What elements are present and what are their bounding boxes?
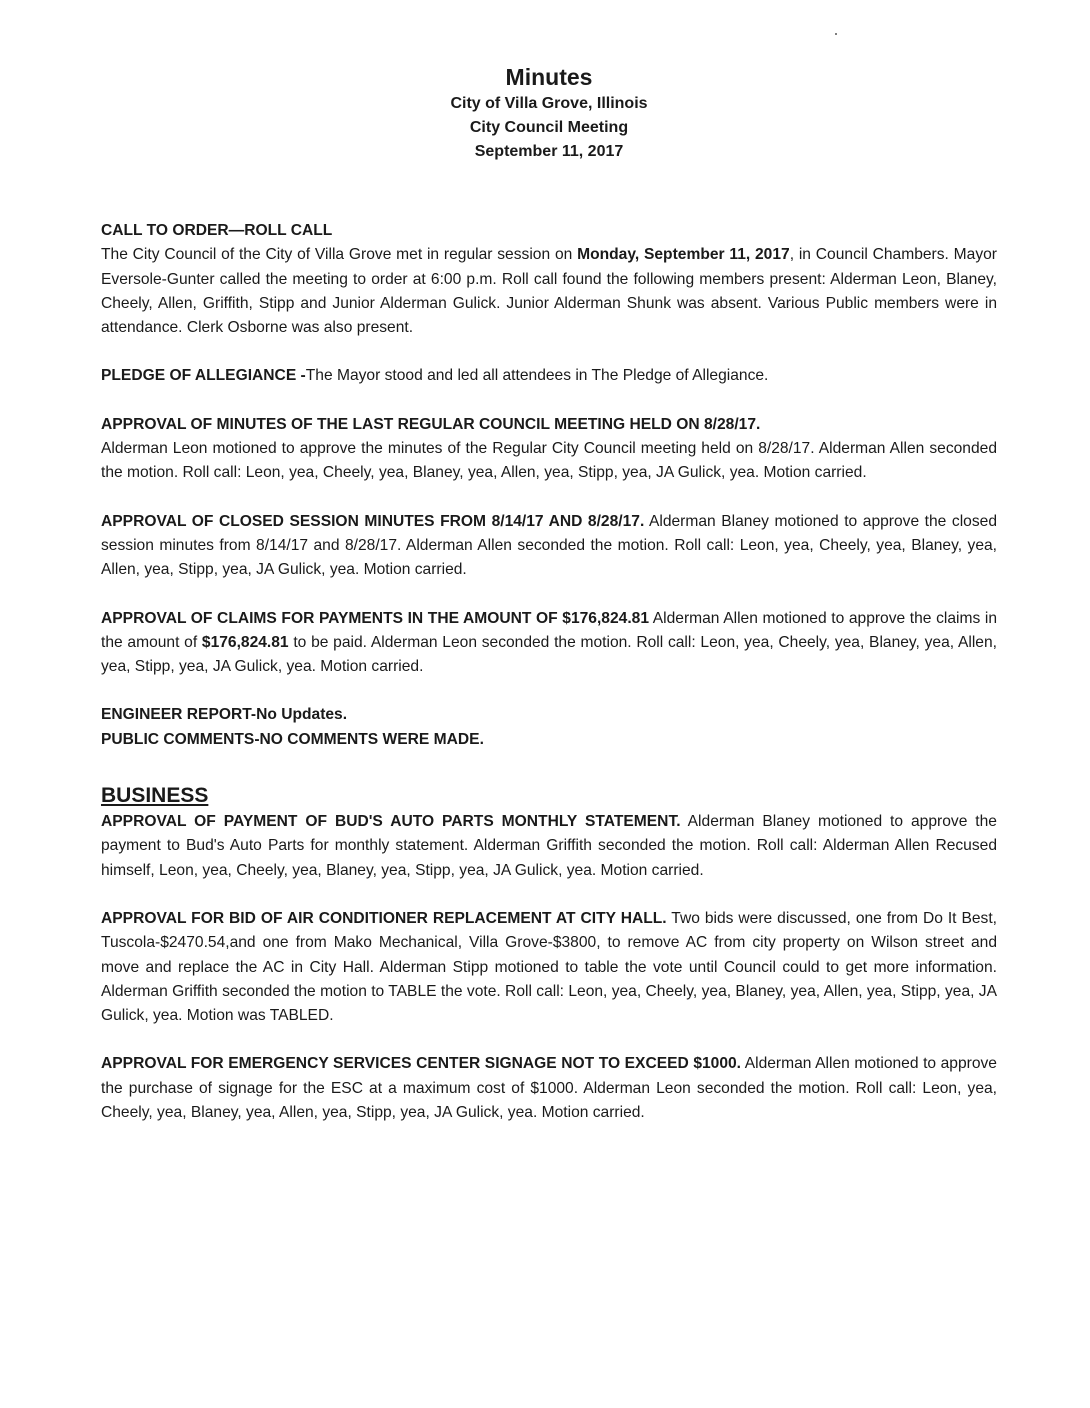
scan-speck — [835, 33, 837, 35]
business-item-text: Alderman Blaney motioned to approve the payment to Bud's Auto Parts for monthly statement. Alderman Griffith seconded the motion. Roll call: Alderman Allen Recused himself, Leon, yea, Cheely, yea, Blaney, yea, Stipp, yea, JA Gulick, yea. Motion carried. — [101, 813, 997, 879]
minutes-approval-heading: APPROVAL OF MINUTES OF THE LAST REGULAR COUNCIL MEETING HELD ON 8/28/17. — [101, 415, 761, 433]
city-name: City of Villa Grove, Illinois — [450, 95, 648, 112]
claims-heading: APPROVAL OF CLAIMS FOR PAYMENTS IN THE AMOUNT OF $176,824.81 — [101, 609, 649, 627]
public-comments-heading: PUBLIC COMMENTS-NO COMMENTS WERE MADE. — [101, 730, 484, 748]
business-item — [101, 907, 997, 1028]
document-header — [101, 62, 997, 164]
claims-paragraph — [101, 607, 997, 680]
closed-session-paragraph — [101, 510, 997, 583]
pledge-heading: PLEDGE OF ALLEGIANCE - — [101, 367, 306, 385]
engineer-report-heading: ENGINEER REPORT-No Updates. — [101, 706, 348, 724]
claims-amount: $176,824.81 — [201, 633, 289, 651]
pledge-paragraph — [101, 364, 997, 388]
business-item-heading: APPROVAL FOR BID OF AIR CONDITIONER REPLACEMENT AT CITY HALL. — [101, 909, 667, 927]
call-to-order-text-b: , in Council Chambers. Mayor Eversole-Gunter called the meeting to order at 6:00 p.m. Roll call found the following members present: Alderman Leon, Blaney, Cheely, Allen, Griffith, Stipp and Junior Alderman Gulick. Junior Alderman Shunk was absent. Various Public members were in attendance. Clerk Osborne was also present. — [101, 246, 997, 337]
meeting-name: City Council Meeting — [469, 119, 629, 136]
minutes-document — [101, 62, 997, 1125]
pledge-text: The Mayor stood and led all attendees in The Pledge of Allegiance. — [305, 367, 769, 385]
business-item-heading: APPROVAL FOR EMERGENCY SERVICES CENTER SIGNAGE NOT TO EXCEED $1000. — [101, 1055, 742, 1073]
closed-session-text: Alderman Blaney motioned to approve the closed session minutes from 8/14/17 and 8/28/17. Alderman Allen seconded the motion. Roll call: Leon, yea, Cheely, yea, Blaney, yea, Allen, yea, Stipp, yea, JA Gulick, yea. Motion carried. — [101, 512, 997, 579]
call-to-order-paragraph — [101, 243, 997, 340]
business-item-heading: APPROVAL OF PAYMENT OF BUD'S AUTO PARTS MONTHLY STATEMENT. — [101, 813, 681, 831]
minutes-body — [101, 219, 997, 1125]
business-item — [101, 1052, 997, 1125]
business-heading: BUSINESS — [101, 784, 209, 808]
business-item-text: Alderman Allen motioned to approve the purchase of signage for the ESC at a maximum cost of $1000. Alderman Leon seconded the motion. Roll call: Leon, yea, Cheely, yea, Blaney, yea, Allen, yea, Stipp, yea, JA Gulick, yea. Motion carried. — [101, 1055, 997, 1122]
claims-text-b: to be paid. Alderman Leon seconded the motion. Roll call: Leon, yea, Cheely, yea, Blaney, yea, Allen, yea, Stipp, yea, JA Gulick, yea. Motion carried. — [101, 633, 997, 676]
claims-text-a: Alderman Allen motioned to approve the claims in the amount of — [101, 609, 997, 651]
call-to-order-heading: CALL TO ORDER—ROLL CALL — [101, 222, 333, 239]
page-title: Minutes — [505, 64, 593, 90]
meeting-day-date: Monday, September 11, 2017 — [577, 246, 790, 264]
business-item-text: Two bids were discussed, one from Do It Best, Tuscola-$2470.54,and one from Mako Mechanical, Villa Grove-$3800, to remove AC from city property on Wilson street and move and replace the AC in City Hall. Alderman Stipp motioned to table the vote until Council could to get more information. Alderman Griffith seconded the motion to TABLE the vote. Roll call: Leon, yea, Cheely, yea, Blaney, yea, Allen, yea, Stipp, yea, JA Gulick, yea. Motion was TABLED. — [101, 909, 998, 1025]
minutes-approval-text: Alderman Leon motioned to approve the minutes of the Regular City Council meeting held on 8/28/17. Alderman Allen seconded the motion. Roll call: Leon, yea, Cheely, yea, Blaney, yea, Allen, yea, Stipp, yea, JA Gulick, yea. Motion carried. — [101, 440, 997, 482]
business-item — [101, 810, 997, 883]
closed-session-heading: APPROVAL OF CLOSED SESSION MINUTES FROM 8/14/17 AND 8/28/17. — [101, 512, 645, 530]
call-to-order-text-a: The City Council of the City of Villa Grove met in regular session on — [101, 246, 578, 264]
meeting-date: September 11, 2017 — [474, 143, 624, 160]
